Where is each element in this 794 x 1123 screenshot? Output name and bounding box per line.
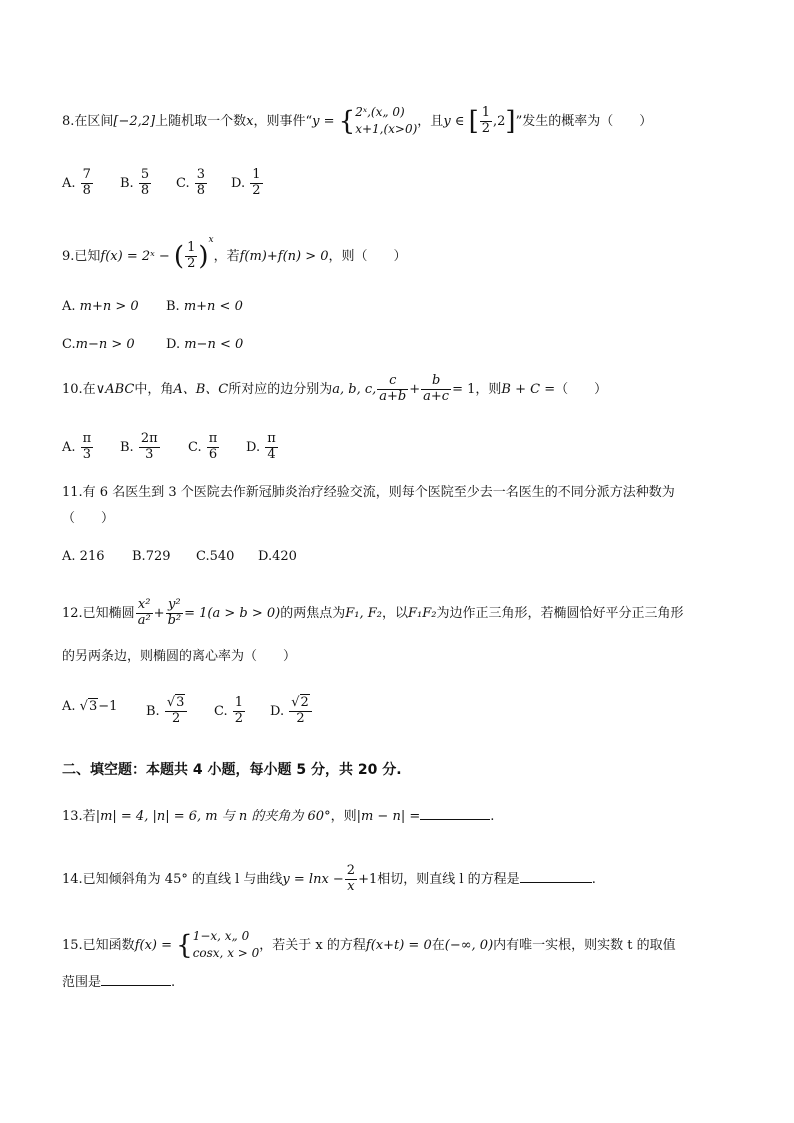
option-fraction	[81, 168, 93, 199]
option-text: 420	[272, 549, 297, 564]
option-label: B.	[146, 703, 160, 719]
q10-angles: A、B、C	[173, 381, 229, 397]
q8-piecewise	[355, 104, 417, 139]
section-2-heading: 二、填空题：本题共 4 小题，每小题 5 分，共 20 分.	[62, 762, 402, 778]
q15-case-2: cosx, x > 0	[192, 946, 260, 961]
option-text: m−n < 0	[184, 337, 244, 352]
question-13-stem	[62, 810, 494, 823]
q8-int-num: 1	[481, 104, 490, 120]
option-text: m+n < 0	[183, 299, 243, 314]
q10-fraction-2	[421, 374, 451, 405]
q12-segment: F₁F₂	[407, 605, 437, 621]
q10-eq: = 1	[452, 381, 476, 397]
q9-option-a[interactable]	[62, 300, 139, 313]
q12-option-a[interactable]: A. √3−1	[62, 699, 118, 714]
frac-den: 6	[208, 446, 218, 462]
option-label: A.	[62, 699, 76, 714]
question-14-stem	[62, 864, 596, 895]
q12-eq: = 1(a > b > 0)	[184, 605, 281, 621]
option-text: m−n > 0	[75, 337, 135, 352]
q15-interval: (−∞, 0)	[444, 937, 494, 953]
q15-text-e: 范围是	[62, 975, 102, 990]
frac-num: π	[82, 431, 92, 446]
question-11-stem: 11.有 6 名医生到 3 个医院去作新冠肺炎治疗经验交流，则每个医院至少去一名医生的不同分派方法种数为	[62, 485, 675, 500]
option-label: A.	[62, 439, 76, 455]
frac-den: 3	[82, 446, 92, 462]
q9-paren-right: )	[198, 241, 209, 272]
question-10-stem	[62, 374, 607, 405]
q13-text-a: 13.若	[62, 809, 96, 824]
q8-interval: [−2,2]	[113, 113, 156, 129]
q15-text-d: 内有唯一实根，则实数 t 的取值	[493, 937, 676, 953]
frac-den: 8	[196, 182, 206, 198]
frac-den: 3	[145, 446, 154, 462]
frac-den: 4	[267, 446, 276, 462]
option-fraction	[81, 432, 94, 463]
q10-option-d[interactable]	[246, 432, 279, 463]
q11-option-d[interactable]	[258, 550, 297, 563]
q8-int-rest: ,2	[493, 113, 506, 129]
q10-triangle: ∨ABC	[95, 381, 135, 397]
q8-int-den: 2	[481, 120, 490, 136]
q15-brace: {	[176, 930, 193, 961]
option-fraction	[265, 432, 278, 463]
q8-text-a: 8.在区间	[62, 113, 114, 129]
q8-bracket-right: ]	[505, 106, 516, 137]
q9-half-fraction	[185, 241, 197, 272]
frac-num: c	[377, 374, 408, 390]
q12-option-c[interactable]	[214, 696, 246, 727]
q8-y-eq: y =	[312, 113, 335, 129]
q12-fraction-y	[166, 598, 184, 629]
q12-foci: F₁, F₂	[345, 605, 382, 621]
q10-sides: a, b, c,	[332, 381, 377, 397]
q9-option-d[interactable]	[166, 338, 243, 351]
option-fraction: $\frac{√2}{2}$	[289, 696, 312, 727]
option-label: D.	[166, 337, 181, 352]
option-label: A.	[62, 549, 76, 564]
q8-interval-fraction	[480, 106, 492, 137]
option-label: D.	[231, 175, 246, 191]
question-11-paren: （ ）	[62, 511, 115, 526]
q8-case-2: x+1,(x>0)	[355, 122, 418, 137]
q15-text-b: ，若关于 x 的方程	[259, 937, 366, 953]
option-fraction	[207, 432, 220, 463]
option-label: C.	[176, 175, 190, 191]
frac-num: 1	[187, 240, 196, 256]
q8-var-x: x	[246, 113, 254, 129]
q10-text-d: ，则	[475, 381, 502, 397]
option-label: C.	[62, 337, 76, 352]
option-label: D.	[246, 439, 261, 455]
option-text: 216	[79, 549, 105, 564]
q10-text-e: （ ）	[555, 381, 608, 397]
q9-fx: f(x) = 2ˣ −	[100, 249, 170, 264]
frac-den: 8	[140, 182, 150, 198]
q15-answer-blank[interactable]	[101, 985, 171, 986]
frac-num: x²	[136, 598, 153, 614]
q12-text-a: 12.已知椭圆	[62, 605, 135, 621]
frac-den: 2	[171, 710, 181, 726]
frac-den: 2	[234, 710, 244, 726]
option-fraction	[250, 168, 262, 199]
q12-plus: +	[153, 605, 165, 621]
q10-plus: +	[409, 381, 421, 397]
q8-case-1: 2ˣ,(x„ 0)	[355, 105, 405, 119]
frac-num: 2	[346, 863, 356, 878]
q8-bracket-left: [	[468, 106, 479, 137]
q14-fraction	[345, 864, 357, 895]
option-label: B.	[120, 175, 134, 191]
option-label: D.	[270, 703, 285, 719]
q9-text-b: ，若	[213, 249, 240, 264]
q12-text-b: 的两焦点为	[280, 605, 346, 621]
q11-option-b[interactable]	[132, 550, 171, 563]
sqrt-radicand: 3	[88, 699, 98, 714]
q8-brace: {	[338, 106, 356, 137]
q13-tail: .	[490, 809, 495, 824]
q12-fraction-x	[136, 598, 153, 629]
frac-num: 5	[140, 167, 150, 182]
question-8-stem	[62, 104, 652, 139]
option-label: D.	[258, 549, 273, 564]
question-12-stem	[62, 598, 683, 629]
frac-num: b	[421, 374, 451, 390]
q8-option-a[interactable]	[62, 168, 94, 199]
option-label: C.	[214, 703, 228, 719]
frac-den: 2	[187, 256, 196, 271]
frac-den: a+c	[423, 388, 450, 404]
option-label: C.	[196, 549, 210, 564]
question-9-stem	[62, 236, 407, 272]
q12-text-c: ，以	[381, 605, 408, 621]
q9-option-b[interactable]	[166, 300, 243, 313]
frac-den: b²	[167, 612, 182, 628]
q9-condition: f(m)+f(n) > 0	[239, 249, 329, 264]
option-text: 729	[145, 549, 171, 564]
q15-piecewise	[193, 928, 260, 963]
q14-answer-blank[interactable]	[520, 882, 592, 883]
option-label: B.	[166, 299, 180, 314]
q10-bc: B + C =	[501, 381, 556, 397]
q15-tail: .	[171, 975, 176, 990]
q14-text-b: 相切，则直线 l 的方程是	[377, 871, 520, 887]
q8-text-c: ，则事件“	[253, 113, 313, 129]
q10-text-b: 中，角	[134, 381, 174, 397]
q12-text-d: 为边作正三角形，若椭圆恰好平分正三角形	[436, 605, 684, 621]
frac-num: 1	[252, 167, 261, 182]
option-rest: −1	[98, 699, 118, 714]
question-12-stem-2: 的另两条边，则椭圆的离心率为（ ）	[62, 649, 297, 664]
option-fraction	[139, 168, 151, 199]
q9-option-c[interactable]	[62, 338, 135, 351]
sqrt-radicand: 2	[300, 695, 309, 710]
q8-y-in: y ∈	[443, 113, 465, 129]
q15-equation: f(x+t) = 0	[365, 937, 432, 953]
question-15-stem-2	[62, 976, 175, 989]
q15-fx: f(x) =	[134, 937, 172, 953]
q11-option-a[interactable]	[62, 550, 105, 563]
option-fraction	[139, 432, 160, 463]
sqrt-radicand: 3	[176, 695, 185, 710]
q10-fraction-1	[377, 374, 408, 405]
option-label: A.	[62, 299, 76, 314]
frac-num: π	[208, 431, 218, 446]
q8-text-d: ，且	[417, 113, 444, 129]
q8-text-e: ”发生的概率为（ ）	[515, 113, 653, 129]
q8-option-c[interactable]	[176, 168, 208, 199]
q10-text-a: 10.在	[62, 381, 96, 397]
q9-exponent: x	[208, 235, 214, 245]
q14-tail: .	[591, 871, 596, 887]
option-fraction: $\frac{√3}{2}$	[165, 696, 188, 727]
frac-den: x	[347, 878, 355, 894]
frac-num: 1	[234, 695, 244, 710]
frac-den: 2	[296, 710, 305, 726]
question-15-stem	[62, 928, 676, 963]
frac-num: 3	[196, 167, 206, 182]
q14-curve-a: y = lnx −	[282, 871, 344, 887]
q8-option-d[interactable]	[231, 168, 264, 199]
q15-case-1: 1−x, x„ 0	[192, 929, 250, 943]
option-text: m+n > 0	[79, 299, 139, 314]
q13-ask: |m − n| =	[356, 809, 421, 824]
q12-option-b[interactable]	[146, 696, 188, 727]
option-label: A.	[62, 175, 76, 191]
q8-option-b[interactable]	[120, 168, 152, 199]
option-label: B.	[132, 549, 146, 564]
q14-curve-b: +1	[358, 871, 378, 887]
q9-text-a: 9.已知	[62, 249, 101, 264]
frac-den: a+b	[379, 388, 407, 404]
option-fraction	[233, 696, 245, 727]
option-fraction	[195, 168, 207, 199]
option-text: 540	[209, 549, 235, 564]
q12-option-d[interactable]	[270, 696, 313, 727]
q10-text-c: 所对应的边分别为	[228, 381, 333, 397]
q13-expr: |m| = 4, |n| = 6, m 与 n 的夹角为 60°	[95, 809, 331, 824]
frac-num: 2π	[140, 431, 158, 446]
frac-num: 7	[82, 167, 91, 182]
q15-text-c: 在	[431, 937, 445, 953]
frac-den: 2	[252, 182, 261, 198]
q11-option-c[interactable]	[196, 550, 234, 563]
frac-den: 8	[82, 182, 91, 198]
frac-num: π	[267, 431, 276, 446]
q9-paren-left: (	[173, 241, 185, 272]
q14-text-a: 14.已知倾斜角为 45° 的直线 l 与曲线	[62, 871, 283, 887]
q10-option-a[interactable]	[62, 432, 94, 463]
q13-answer-blank[interactable]	[420, 819, 490, 820]
q15-text-a: 15.已知函数	[62, 937, 135, 953]
frac-num: y²	[166, 598, 184, 614]
option-label: B.	[120, 439, 134, 455]
q10-option-c[interactable]	[188, 432, 220, 463]
q13-text-b: ，则	[330, 809, 357, 824]
q8-text-b: 上随机取一个数	[155, 113, 247, 129]
q10-option-b[interactable]	[120, 432, 161, 463]
frac-den: a²	[137, 612, 151, 628]
option-label: C.	[188, 439, 202, 455]
q9-text-c: ，则（ ）	[328, 249, 407, 264]
